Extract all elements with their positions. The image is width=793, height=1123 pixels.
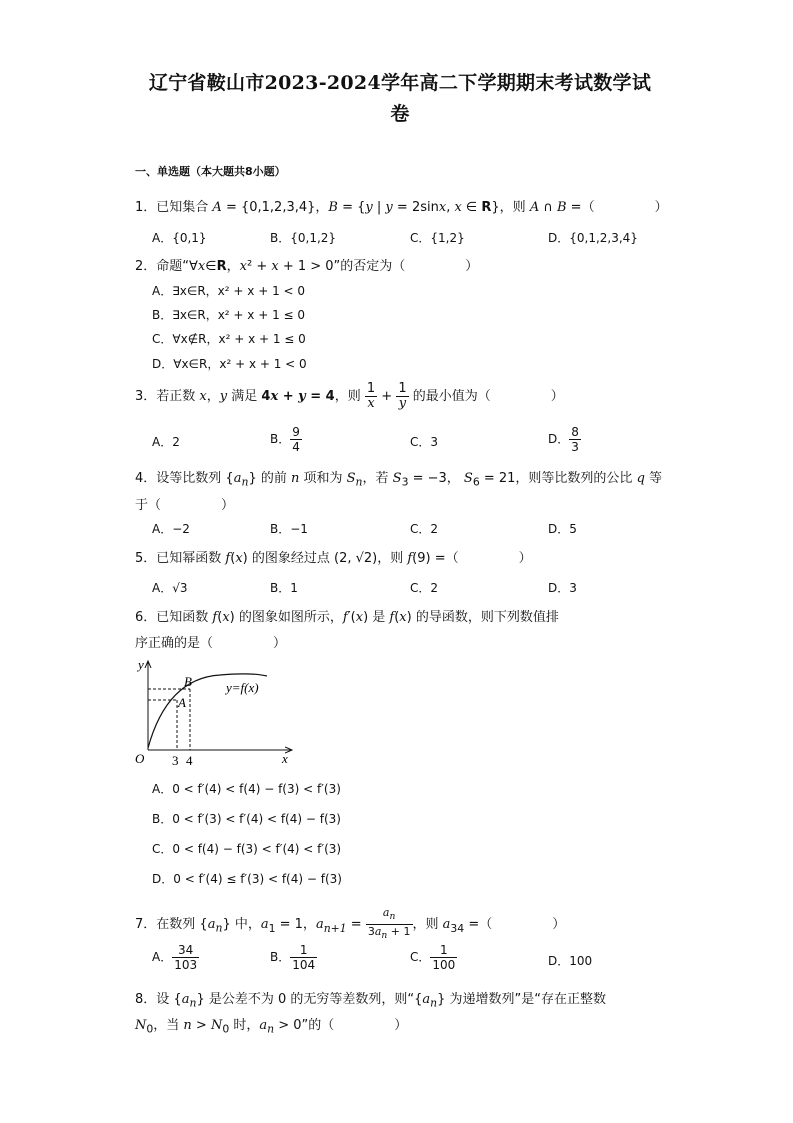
option-b: B．1: [270, 581, 298, 595]
option-b: B．−1: [270, 522, 308, 536]
option-c: C．∀x∉R，x² + x + 1 ≤ 0: [152, 332, 306, 346]
question-2: 2．命题“∀x∈R，x² + x + 1 > 0”的否定为（ ）: [135, 259, 479, 274]
option-a: A．√3: [152, 581, 188, 595]
option-b: B．{0,1,2}: [270, 231, 337, 245]
option-c: C．0 < f(4) − f(3) < f′(4) < f′(3): [152, 842, 342, 856]
question-number: 6．: [135, 610, 157, 625]
option-c: C．{1,2}: [410, 231, 465, 245]
option-c: C．2: [410, 581, 439, 595]
fraction-denominator: 104: [292, 958, 316, 972]
option-a: [152, 943, 199, 972]
option-d: D．3: [548, 581, 577, 595]
section-heading: 一、单选题（本大题共8小题）: [135, 165, 286, 178]
point-a-label: A: [178, 695, 186, 710]
option-b: B．∃x∈R，x² + x + 1 ≤ 0: [152, 308, 306, 322]
option-d: D．0 < f′(4) ≤ f′(3) < f(4) − f(3): [152, 872, 342, 886]
question-4-line-2: 于（ ）: [135, 498, 235, 513]
question-number: 7．: [135, 917, 157, 933]
question-number: 5．: [135, 551, 157, 566]
function-label: y=f(x): [226, 680, 259, 695]
y-axis-label: y: [138, 657, 144, 672]
option-d: D．5: [548, 522, 577, 536]
option-a: A．0 < f′(4) < f(4) − f(3) < f′(3): [152, 782, 341, 796]
option-a: A．−2: [152, 522, 190, 536]
fraction-denominator: 4: [292, 440, 300, 454]
option-b: [270, 943, 317, 972]
option-d: D．{0,1,2,3,4}: [548, 231, 638, 245]
question-1: 1．已知集合 A = {0,1,2,3,4}，B = {y | y = 2sinx, x ∈ R}，则 A ∩ B =（ ）: [135, 200, 668, 215]
tick-label: 4: [186, 753, 193, 768]
question-number: 8．: [135, 992, 157, 1007]
option-b: B．0 < f′(3) < f′(4) < f(4) − f(3): [152, 812, 341, 826]
tick-label: 3: [172, 753, 179, 768]
option-a: A．{0,1}: [152, 231, 207, 245]
option-a: A．2: [152, 435, 180, 449]
fraction-numerator: 34: [172, 943, 199, 958]
fraction-denominator: 3: [571, 440, 579, 454]
fraction-denominator: 100: [432, 958, 456, 972]
page-title: [120, 68, 680, 130]
option-c: [410, 943, 457, 972]
question-7: 7．在数列 $\{a_n\}$ 中，$a_1 = 1$，$a_{n+1}$ = $\frac{a_n}{3a_n + 1}$ ，则 $a_{34}$ =（ ）: [135, 906, 566, 942]
option-c: C．2: [410, 522, 439, 536]
option-d: [548, 425, 581, 454]
question-8-line-2: $N_0$，当 $n > N_0$ 时，$a_n > 0$”的（ ）: [135, 1018, 408, 1036]
question-number: 3．: [135, 389, 157, 404]
origin-label: O: [135, 751, 145, 766]
fraction-denominator: 103: [174, 958, 198, 972]
title-line-2: 卷: [390, 103, 410, 125]
option-letter: C．: [410, 950, 431, 964]
option-b: [270, 425, 302, 454]
question-6-line-2: 序正确的是（ ）: [135, 636, 287, 651]
question-number: 2．: [135, 259, 157, 274]
point-b-label: B: [184, 674, 192, 689]
option-d: D．∀x∈R，x² + x + 1 < 0: [152, 357, 307, 371]
question-6: 6．已知函数 f(x) 的图象如图所示，f′(x) 是 f(x) 的导函数，则下列数值排: [135, 610, 559, 625]
x-axis-label: x: [282, 751, 288, 766]
question-5: 5．已知幂函数 f(x) 的图象经过点 (2, √2)，则 f(9) =（ ）: [135, 551, 532, 566]
question-4: 4．设等比数列 $\{a_n\}$ 的前 n 项和为 $S_n$，若 $S_3 = -3$， $S_6 = 21$，则等比数列的公比 q 等: [135, 471, 663, 489]
fraction-numerator: 9: [292, 425, 300, 439]
fraction-numerator: 1: [290, 943, 317, 958]
question-number: 4．: [135, 471, 157, 486]
option-letter: B．: [270, 950, 291, 964]
option-a: A．∃x∈R，x² + x + 1 < 0: [152, 284, 306, 298]
question-8: 8．设 $\{a_n\}$ 是公差不为 0 的无穷等差数列，则“$\{a_n\}$ 为递增数列”是“存在正整数: [135, 992, 607, 1010]
option-letter: A．: [152, 950, 173, 964]
fraction-numerator: 8: [571, 425, 579, 439]
option-c: C．3: [410, 435, 439, 449]
option-d: D．100: [548, 954, 593, 968]
option-letter: D．: [548, 432, 570, 446]
title-line-1: 辽宁省鞍山市2023-2024学年高二下学期期末考试数学试: [148, 72, 652, 94]
question-number: 1．: [135, 200, 157, 215]
function-graph: [130, 655, 300, 770]
fraction-numerator: 1: [430, 943, 457, 958]
question-3: 3．若正数 x，y 满足 4x + y = 4，则 $\frac{1}{x}$ + $\frac{1}{y}$ 的最小值为（ ）: [135, 381, 564, 411]
option-letter: B．: [270, 432, 291, 446]
